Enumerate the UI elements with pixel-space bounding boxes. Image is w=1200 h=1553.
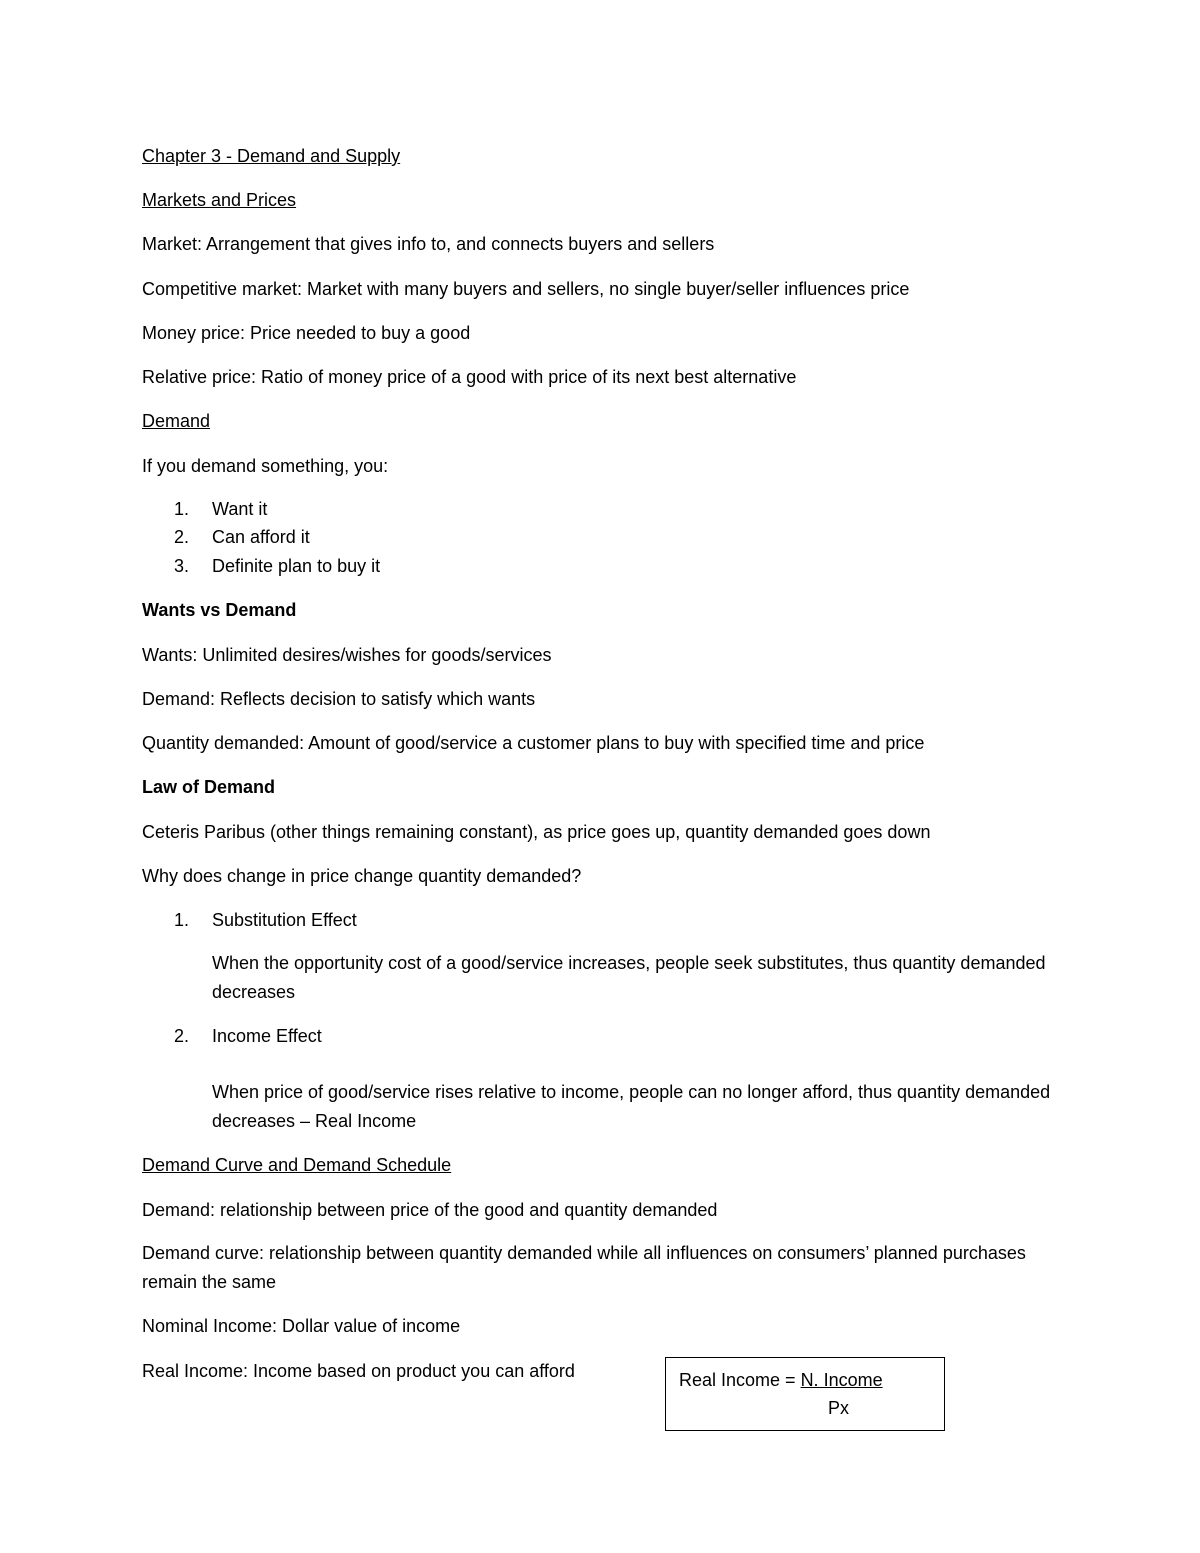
list-item: Can afford it — [212, 527, 310, 547]
list-item-number: 1. — [174, 499, 190, 519]
list-item: Definite plan to buy it — [212, 556, 381, 576]
law-of-demand-text: Ceteris Paribus (other things remaining constant), as price goes up, quantity demanded goes down — [142, 822, 931, 842]
section-heading-demand: Demand — [142, 411, 211, 431]
chapter-title: Chapter 3 - Demand and Supply — [142, 146, 401, 166]
section-heading-demand-curve: Demand Curve and Demand Schedule — [142, 1155, 452, 1175]
formula-lhs: Real Income = — [679, 1370, 801, 1390]
effect-description: When price of good/service rises relative to income, people can no longer afford, thus quantity demanded decreases – Real Income — [212, 1082, 1051, 1131]
real-income-formula-box — [665, 1357, 945, 1431]
competitive-market-definition: Competitive market: Market with many buyers and sellers, no single buyer/seller influences price — [142, 279, 910, 299]
demand-intro: If you demand something, you: — [142, 456, 389, 476]
section-heading-markets: Markets and Prices — [142, 190, 297, 210]
demand-relationship-definition: Demand: relationship between price of the good and quantity demanded — [142, 1200, 718, 1220]
list-item-number: 2. — [174, 527, 190, 547]
demand-definition: Demand: Reflects decision to satisfy which wants — [142, 689, 536, 709]
effect-description: When the opportunity cost of a good/service increases, people seek substitutes, thus quantity demanded decreases — [212, 953, 1046, 1002]
wants-definition: Wants: Unlimited desires/wishes for goods/services — [142, 645, 552, 665]
market-definition: Market: Arrangement that gives info to, and connects buyers and sellers — [142, 234, 715, 254]
nominal-income-definition: Nominal Income: Dollar value of income — [142, 1316, 461, 1336]
list-item: Want it — [212, 499, 268, 519]
list-item-number: 3. — [174, 556, 190, 576]
formula-numerator: N. Income — [800, 1370, 883, 1390]
money-price-definition: Money price: Price needed to buy a good — [142, 323, 471, 343]
formula-line — [679, 1367, 883, 1393]
formula-denominator: Px — [828, 1398, 850, 1418]
quantity-demanded-definition: Quantity demanded: Amount of good/service a customer plans to buy with specified time and price — [142, 733, 925, 753]
list-item-number: 1. — [174, 910, 190, 930]
why-question: Why does change in price change quantity demanded? — [142, 866, 582, 886]
effect-title: Income Effect — [212, 1026, 322, 1046]
heading-law-of-demand: Law of Demand — [142, 777, 276, 797]
real-income-definition: Real Income: Income based on product you can afford — [142, 1361, 575, 1381]
heading-wants-vs-demand: Wants vs Demand — [142, 600, 297, 620]
relative-price-definition: Relative price: Ratio of money price of a good with price of its next best alternative — [142, 367, 797, 387]
list-item-number: 2. — [174, 1026, 190, 1046]
effect-title: Substitution Effect — [212, 910, 357, 930]
demand-curve-definition: Demand curve: relationship between quantity demanded while all influences on consumers’ planned purchases remain the same — [142, 1243, 1026, 1292]
